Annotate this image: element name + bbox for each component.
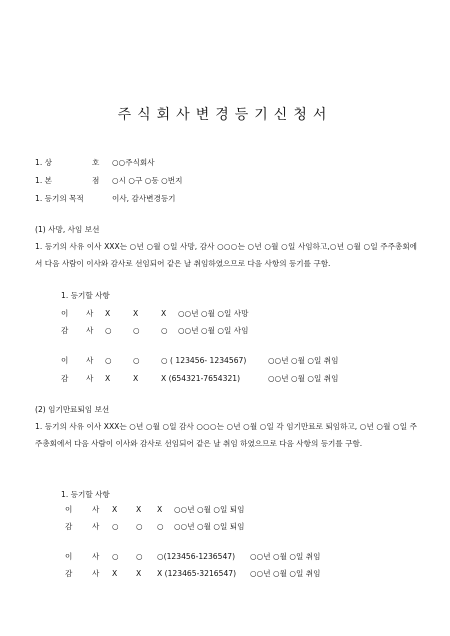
section2-subheading: 1. 등기할 사항 xyxy=(61,490,110,499)
s2-row3-name3: ○(123456-1236547) xyxy=(157,552,236,561)
s2-row4-name3: X (123465-3216547) xyxy=(157,569,237,578)
s1-row4-role2: 사 xyxy=(86,374,94,383)
s1-row3-role1: 이 xyxy=(61,356,69,365)
s1-row4-name2: X xyxy=(133,374,139,383)
item-value-purpose: 이사, 감사변경등기 xyxy=(112,194,176,203)
s2-row4-name1: X xyxy=(112,569,118,578)
s2-row2-name3: ○ xyxy=(157,522,164,531)
item-value-company-name: ○○주식회사 xyxy=(112,158,155,167)
document-title: 주식회사변경등기신청서 xyxy=(117,107,333,123)
s2-row2-date: ○○년 ○월 ○일 퇴임 xyxy=(174,522,245,531)
s1-row1-role1: 이 xyxy=(61,309,69,318)
item-label-company-name: 1. 상 xyxy=(35,158,52,167)
s1-row1-role2: 사 xyxy=(86,309,94,318)
s2-row1-name1: X xyxy=(112,505,118,514)
s1-row3-date: ○○년 ○월 ○일 취임 xyxy=(268,356,339,365)
s2-row3-role2: 사 xyxy=(92,552,100,561)
s1-row2-role1: 감 xyxy=(61,326,69,335)
item-label-purpose: 1. 등기의 목적 xyxy=(35,194,84,203)
s1-row1-name3: X xyxy=(161,309,167,318)
item-label-company-name-suffix: 호 xyxy=(92,158,100,167)
section1-heading: (1) 사망, 사임 보선 xyxy=(35,225,100,234)
s1-row2-name3: ○ xyxy=(161,326,168,335)
s2-row4-role1: 감 xyxy=(65,569,73,578)
s1-row4-role1: 감 xyxy=(61,374,69,383)
s2-row4-role2: 사 xyxy=(92,569,100,578)
s1-row3-role2: 사 xyxy=(86,356,94,365)
s1-row4-name3: X (654321-7654321) xyxy=(161,374,241,383)
s2-row1-date: ○○년 ○월 ○일 퇴임 xyxy=(174,505,245,514)
s2-row3-date: ○○년 ○월 ○일 취임 xyxy=(250,552,321,561)
section1-paragraph: 1. 등기의 사유 이사 XXX는 ○년 ○월 ○일 사망, 감사 ○○○는 ○년 ○월 ○일 사임하고,○년 ○월 ○일 주주총회에서 다음 사람이 이사와 감사로 선임되어 같은 날 취임하였으므로 다음 사항의 등기를 구함. xyxy=(35,242,417,268)
s2-row2-name1: ○ xyxy=(112,522,119,531)
s2-row3-name1: ○ xyxy=(112,552,119,561)
s1-row2-role2: 사 xyxy=(86,326,94,335)
s2-row2-name2: ○ xyxy=(136,522,143,531)
s1-row2-date: ○○년 ○월 ○일 사임 xyxy=(178,326,249,335)
s1-row3-name2: ○ xyxy=(133,356,140,365)
section2-heading: (2) 임기만료퇴임 보선 xyxy=(35,405,110,414)
s1-row1-name2: X xyxy=(133,309,139,318)
section1-subheading: 1. 등기할 사항 xyxy=(61,291,110,300)
s2-row4-name2: X xyxy=(136,569,142,578)
s1-row4-date: ○○년 ○월 ○일 취임 xyxy=(268,374,339,383)
s1-row1-date: ○○년 ○월 ○일 사망 xyxy=(178,309,249,318)
s2-row1-role2: 사 xyxy=(92,505,100,514)
s2-row1-role1: 이 xyxy=(65,505,73,514)
item-label-head-office: 1. 본 xyxy=(35,176,52,185)
s1-row2-name1: ○ xyxy=(105,326,112,335)
s1-row3-name1: ○ xyxy=(105,356,112,365)
section2-paragraph: 1. 등기의 사유 이사 XXX는 ○년 ○월 ○일 감사 ○○○는 ○년 ○월 ○일 각 임기만료로 퇴임하고, ○년 ○월 ○일 주주총회에서 다음 사람이 이사와 감사로 선임되어 같은 날 취임 하였으므로 다음 사항의 등기를 구함. xyxy=(35,422,417,448)
s1-row3-name3: ○ ( 123456- 1234567) xyxy=(161,356,247,365)
item-value-head-office: ○시 ○구 ○동 ○번지 xyxy=(112,176,183,185)
s2-row1-name2: X xyxy=(136,505,142,514)
s2-row3-role1: 이 xyxy=(65,552,73,561)
s2-row4-date: ○○년 ○월 ○일 취임 xyxy=(250,569,321,578)
s1-row4-name1: X xyxy=(105,374,111,383)
s1-row2-name2: ○ xyxy=(133,326,140,335)
s2-row1-name3: X xyxy=(157,505,163,514)
s1-row1-name1: X xyxy=(105,309,111,318)
item-label-head-office-suffix: 점 xyxy=(92,176,100,185)
s2-row2-role2: 사 xyxy=(92,522,100,531)
s2-row2-role1: 감 xyxy=(65,522,73,531)
s2-row3-name2: ○ xyxy=(136,552,143,561)
